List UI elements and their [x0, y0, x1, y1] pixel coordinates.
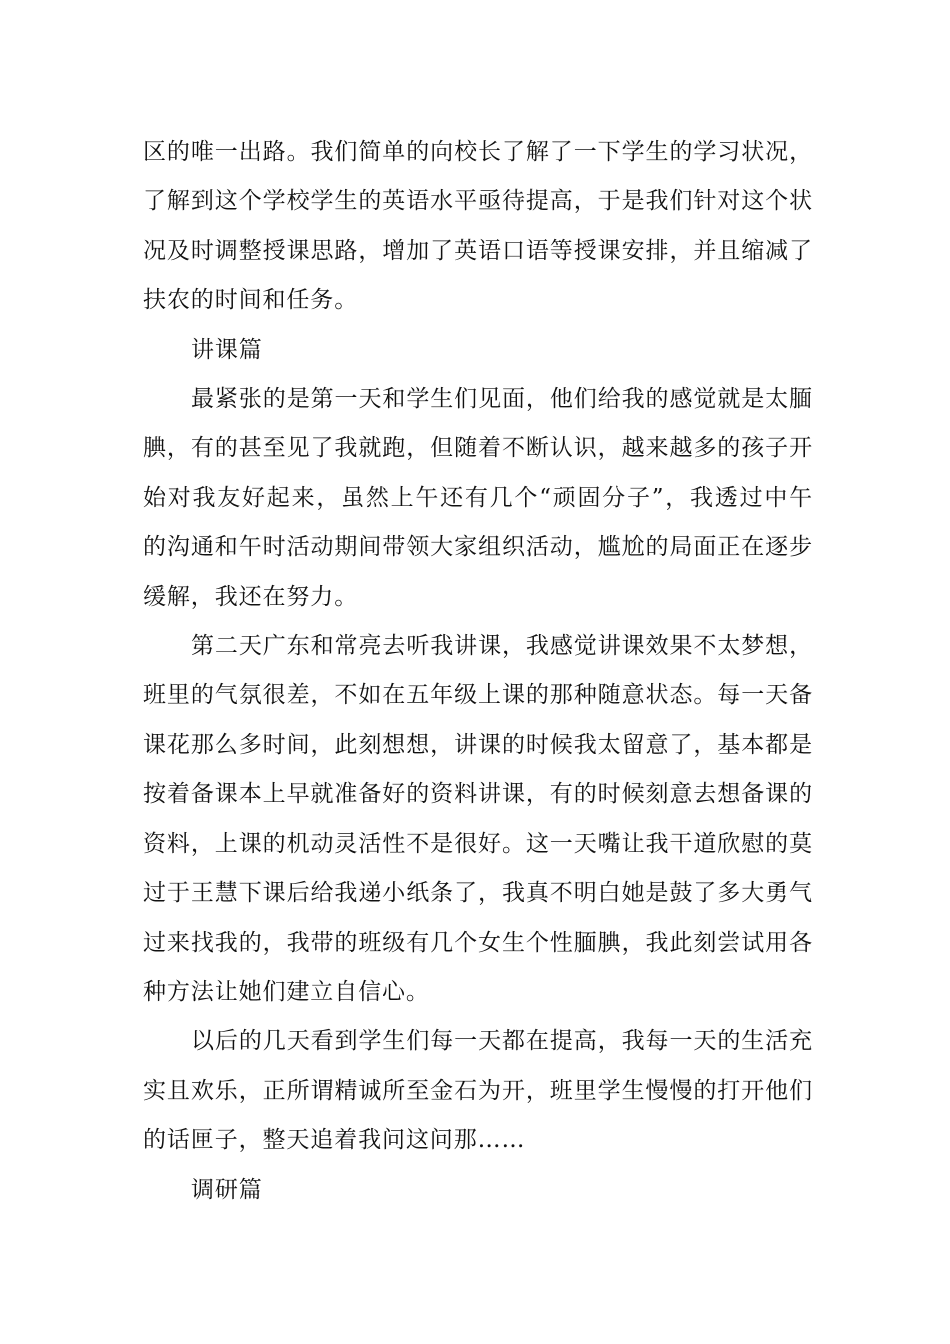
paragraph-continuation: 区的唯一出路。我们简单的向校长了解了一下学生的学习状况，了解到这个学校学生的英语水平亟待提高，于是我们针对这个状况及时调整授课思路，增加了英语口语等授课安排，并且缩减了扶农的时间和任务。	[143, 139, 813, 314]
paragraph-second-day: 第二天广东和常亮去听我讲课，我感觉讲课效果不太梦想，班里的气氛很差，不如在五年级上课的那种随意状态。每一天备课花那么多时间，此刻想想，讲课的时候我太留意了，基本都是按着备课本上早就准备好的资料讲课，有的时候刻意去想备课的资料，上课的机动灵活性不是很好。这一天嘴让我干道欣慰的莫过于王慧下课后给我递小纸条了，我真不明白她是鼓了多大勇气过来找我的，我带的班级有几个女生个性腼腆，我此刻尝试用各种方法让她们建立自信心。	[143, 633, 813, 1005]
paragraph-following-days: 以后的几天看到学生们每一天都在提高，我每一天的生活充实且欢乐，正所谓精诚所至金石为开，班里学生慢慢的打开他们的话匣子，整天追着我问这问那……	[143, 1028, 813, 1154]
paragraph-first-day: 最紧张的是第一天和学生们见面，他们给我的感觉就是太腼腆，有的甚至见了我就跑，但随着不断认识，越来越多的孩子开始对我友好起来，虽然上午还有几个“顽固分子”，我透过中午的沟通和午时活动期间带领大家组织活动，尴尬的局面正在逐步缓解，我还在努力。	[143, 386, 813, 610]
document-body	[143, 128, 813, 1215]
section-heading-lecture: 讲课篇	[191, 336, 263, 363]
section-heading-research: 调研篇	[191, 1176, 263, 1203]
